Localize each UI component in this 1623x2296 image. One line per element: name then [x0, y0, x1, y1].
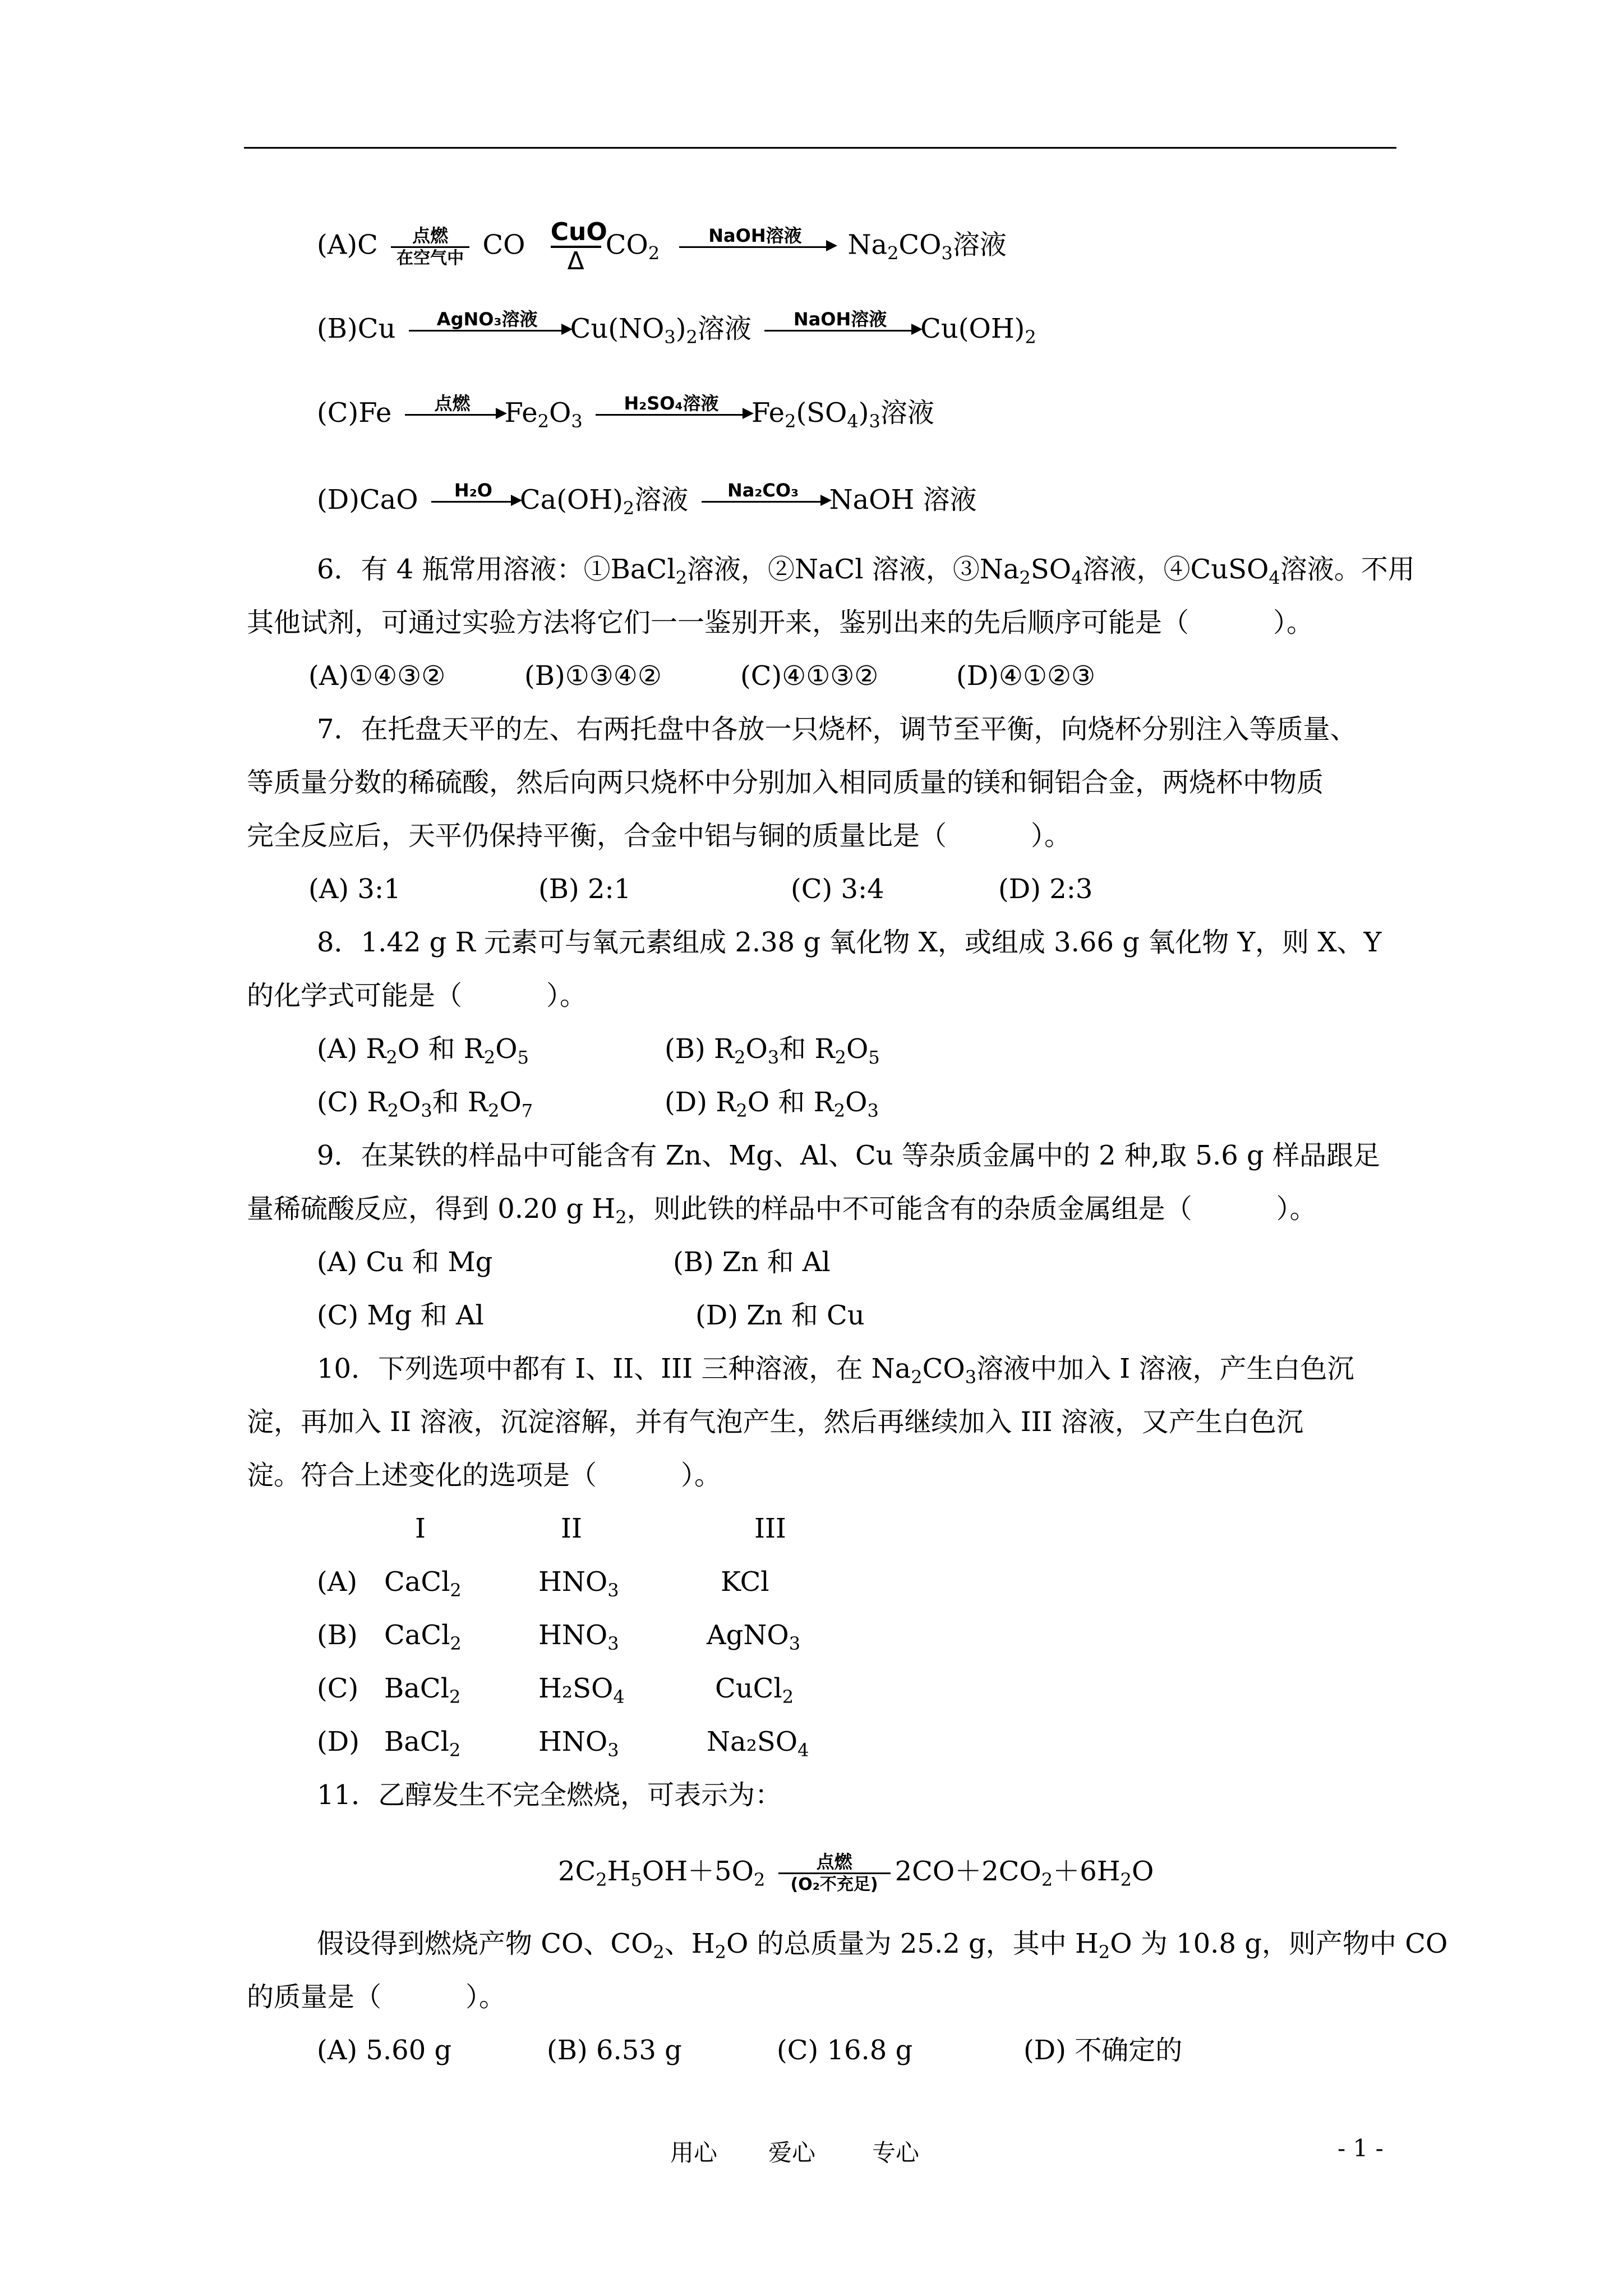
- q8-options-row-2: [317, 1085, 879, 1128]
- q6-line-2: 其他试剂，可通过实验方法将它们一一鉴别开来，鉴别出来的先后顺序可能是（ ）。: [247, 607, 1314, 638]
- q11-equation: $2C_2H_5OH+5O_2$ 点燃 (O₂不充足) $2CO+2CO_2+6H_2O$: [558, 1851, 1154, 1894]
- option-c: (C)④①③②: [740, 660, 879, 692]
- option-b: (B)①③④②: [524, 660, 662, 692]
- reaction-arrow: H₂SO₄溶液: [596, 393, 747, 437]
- q10-line-1: 10．下列选项中都有 I、II、III 三种溶液，在 $Na_2CO_3$溶液中加入 I 溶液，产生白色沉: [317, 1353, 1354, 1388]
- q9-options-row-1: [317, 1245, 831, 1279]
- q11-line-1: 11．乙醇发生不完全燃烧，可表示为：: [317, 1779, 782, 1811]
- option-a: (A) Cu 和 Mg: [317, 1246, 493, 1278]
- q10-line-3: 淀。符合上述变化的选项是（ ）。: [247, 1460, 722, 1491]
- reaction-condition: 点燃 (O₂不充足): [778, 1851, 891, 1895]
- arrow-icon: [911, 324, 923, 335]
- q7-line-3: 完全反应后，天平仍保持平衡，合金中铝与铜的质量比是（ ）。: [247, 820, 1072, 852]
- reaction-arrow: NaOH溶液: [679, 225, 831, 269]
- reaction-arrow: 点燃: [405, 393, 500, 437]
- footer-motto-1: 用心: [670, 2139, 718, 2166]
- header-iii: III: [754, 1513, 786, 1544]
- footer-motto-2: 爱心: [768, 2139, 816, 2166]
- q9-line-2: 量稀硫酸反应，得到 0.20 g $H_2$，则此铁的样品中不可能含有的杂质金属组是（ ）。: [247, 1193, 1317, 1228]
- arrow-icon: [743, 408, 754, 419]
- option-d: (D) 2:3: [998, 873, 1093, 905]
- reaction-arrow: AgNO₃溶液: [409, 309, 566, 353]
- arrow-icon: [826, 240, 837, 251]
- option-a: (A)①④③②: [308, 660, 446, 692]
- q5-option-a: (A)C 点燃 在空气中 CO CuO Δ $CO_2$ NaOH溶液 $Na_2CO_3$溶液: [317, 218, 1007, 275]
- q11-options: [317, 2033, 1183, 2067]
- q5-option-d: (D)CaO H₂O $Ca(OH)_2$溶液 Na₂CO₃ NaOH 溶液: [317, 480, 977, 525]
- option-a: (A) $R_2O$ 和 $R_2O_5$: [317, 1033, 529, 1068]
- header-i: I: [415, 1513, 426, 1544]
- option-d: (D)④①②③: [956, 660, 1096, 692]
- q7-options: [308, 872, 1093, 906]
- option-a: (A) 3:1: [308, 873, 401, 905]
- q9-options-row-2: [317, 1299, 865, 1332]
- reaction-condition: 点燃 在空气中: [391, 225, 469, 269]
- q5-option-c: (C)Fe 点燃 $Fe_2O_3$ H₂SO₄溶液 $Fe_2(SO_4)_3$溶液: [317, 393, 934, 438]
- arrow-icon: [496, 408, 507, 419]
- option-d: (D) $R_2O$ 和 $R_2O_3$: [665, 1087, 879, 1121]
- header-rule: [244, 147, 1396, 149]
- q10-line-2: 淀，再加入 II 溶液，沉淀溶解，并有气泡产生，然后再继续加入 III 溶液，又产生白色沉: [247, 1406, 1303, 1438]
- q5-option-b: (B)Cu AgNO₃溶液 $Cu(NO_3)_2$溶液 NaOH溶液 $Cu(OH)_2$: [317, 309, 1036, 354]
- reaction-condition: CuO Δ: [550, 218, 607, 275]
- option-d: (D) Zn 和 Cu: [695, 1300, 865, 1331]
- q9-line-1: 9．在某铁的样品中可能含有 Zn、Mg、Al、Cu 等杂质金属中的 2 种,取 5.6 g 样品跟足: [317, 1140, 1381, 1171]
- option-c: (C) $R_2O_3$和 $R_2O_7$: [317, 1087, 533, 1121]
- q8-line-1: 8．1.42 g R 元素可与氧元素组成 2.38 g 氧化物 X，或组成 3.66 g 氧化物 Y，则 X、Y: [317, 927, 1382, 958]
- q6-line-1: 6．有 4 瓶常用溶液：①BaCl$_2$溶液，②NaCl 溶液，$③Na_2SO_4$溶液，④CuSO$_4$溶液。不用: [317, 554, 1415, 588]
- q8-line-2: 的化学式可能是（ ）。: [247, 980, 587, 1011]
- q8-options-row-1: [317, 1032, 880, 1074]
- arrow-icon: [820, 495, 832, 506]
- reaction-arrow: NaOH溶液: [764, 309, 916, 353]
- option-b: (B) 6.53 g: [547, 2035, 682, 2066]
- option-b: (B) $R_2O_3$和 $R_2O_5$: [665, 1033, 880, 1068]
- q6-options: [308, 659, 1096, 693]
- arrow-icon: [511, 495, 522, 506]
- header-ii: II: [561, 1513, 582, 1544]
- arrow-icon: [561, 324, 573, 335]
- reaction-arrow: H₂O: [431, 480, 515, 524]
- q7-line-2: 等质量分数的稀硫酸，然后向两只烧杯中分别加入相同质量的镁和铜铝合金，两烧杯中物质: [247, 767, 1324, 798]
- option-a: (A) 5.60 g: [317, 2035, 452, 2066]
- option-b: (B) 2:1: [538, 873, 631, 905]
- option-c: (C) 16.8 g: [777, 2035, 913, 2066]
- option-c: (C) 3:4: [791, 873, 884, 905]
- reaction-arrow: Na₂CO₃: [702, 480, 825, 524]
- footer-motto-3: 专心: [872, 2139, 920, 2166]
- q7-line-1: 7．在托盘天平的左、右两托盘中各放一只烧杯，调节至平衡，向烧杯分别注入等质量、: [317, 714, 1357, 745]
- document-page: (A)C 点燃 在空气中 CO CuO Δ $CO_2$ NaOH溶液 $Na_2CO_3$溶液 (B)Cu AgNO₃溶液 $Cu(NO_3)_2$溶液 NaOH溶液 $Cu(OH)_2$ (C)Fe 点燃 $Fe_2O_3$ H₂SO₄溶液 $Fe_2(SO_4)_3$溶液 (D)CaO H₂O $Ca(OH)_2$溶液 Na₂CO₃ NaOH 溶液 6．有 4 瓶常用溶液：①BaCl$_2$溶液，②NaCl 溶液，$③Na_2SO_4$溶液，④CuSO$_4$溶液。不用 其他试剂，可通过实验方法将它们一一鉴别开来，鉴别出来的先后顺序可能是（ ）。 (A)①④③② (B)①③④② (C)④①③② (D)④①②③ 7．在托盘天平的左、右两托盘中各放一只烧杯，调节至平衡，向烧杯分别注入等质量、 等质量分数的稀硫酸，然后向两只烧杯中分别加入相同质量的镁和铜铝合金，两烧杯中物质 完全反应后，天平仍保持平衡，合金中铝与铜的质量比是（ ）。 (A) 3:1 (B) 2:1 (C) 3:4 (D) 2:3 8．1.42 g R 元素可与氧元素组成 2.38 g 氧化物 X，或组成 3.66 g 氧化物 Y，则 X、Y 的化学式可能是（ ）。 (A) $R_2O$ 和 $R_2O_5$ (B) $R_2O_3$和 $R_2O_5$ (C) $R_2O_3$和 $R_2O_7$ (D) $R_2O$ 和 $R_2O_3$ 9．在某铁的样品中可能含有 Zn、Mg、Al、Cu 等杂质金属中的 2 种,取 5.6 g 样品跟足 量稀硫酸反应，得到 0.20 g $H_2$，则此铁的样品中不可能含有的杂质金属组是（ ）。 (A) Cu 和 Mg (B) Zn 和 Al (C) Mg 和 Al (D) Zn 和 Cu 10．下列选项中都有 I、II、III 三种溶液，在 $Na_2CO_3$溶液中加入 I 溶液，产生白色沉 淀，再加入 II 溶液，沉淀溶解，并有气泡产生，然后再继续加入 III 溶液，又产生白色沉 淀。符合上述变化的选项是（ ）。 I II III (A) CaCl$_2$ $HNO_3$ KCl (B) CaCl$_2$ $HNO_3$ AgNO$_3$ (C) BaCl$_2$ $H_2SO_4$ CuCl$_2$ (D) BaCl$_2$ $HNO_3$ $Na_2SO_4$ 11．乙醇发生不完全燃烧，可表示为： $2C_2H_5OH+5O_2$ 点燃 (O₂不充足) $2CO+2CO_2+6H_2O$ 假设得到燃烧产物 CO、$CO_2$、$H_2O$ 的总质量为 25.2 g，其中 $H_2O$ 为 10.8 g，则产物中 CO 的质量是（ ）。 (A) 5.60 g (B) 6.53 g (C) 16.8 g (D) 不确定的 用心 爱心 专心 - 1 -: [0, 0, 1623, 2296]
- page-number: - 1 -: [1338, 2134, 1384, 2162]
- q11-line-2: 假设得到燃烧产物 CO、$CO_2$、$H_2O$ 的总质量为 25.2 g，其中 $H_2O$ 为 10.8 g，则产物中 CO: [317, 1928, 1448, 1963]
- option-c: (C) Mg 和 Al: [317, 1300, 484, 1331]
- option-d: (D) 不确定的: [1023, 2035, 1183, 2066]
- q11-line-3: 的质量是（ ）。: [247, 1981, 506, 2013]
- option-b: (B) Zn 和 Al: [673, 1246, 831, 1278]
